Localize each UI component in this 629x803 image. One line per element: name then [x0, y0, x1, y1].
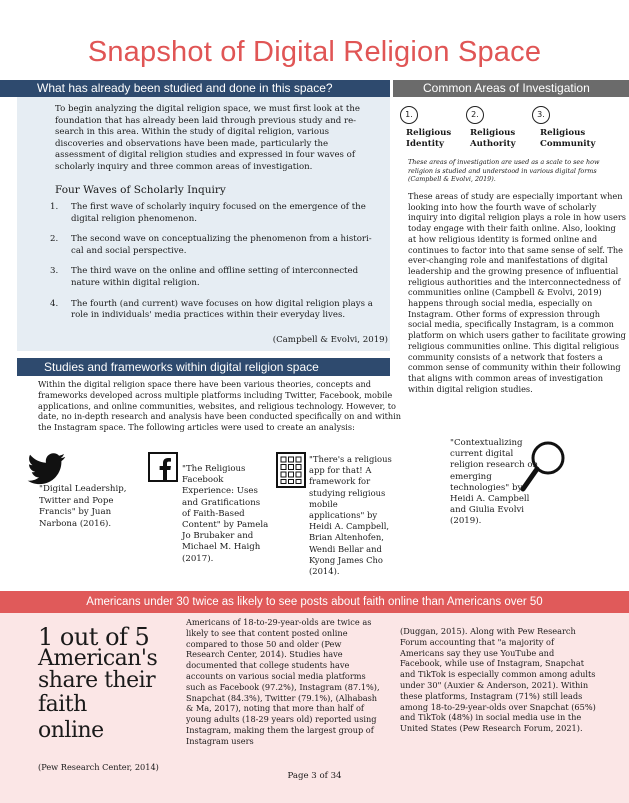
- stat-line: American's: [38, 646, 158, 671]
- facebook-icon: [148, 452, 178, 482]
- stat-line: share their: [38, 668, 156, 693]
- studied-intro: To begin analyzing the digital religion space, we must first look at the foundation that has already been laid through previous study and re-search in this area. Within the study of digital religion, various discoveries and observations have been made, particularly the assessment of digital religion studies and expressed in four waves of scholarly inquiry and three common areas of investigation.: [55, 104, 360, 172]
- wave-item: 4. The fourth (and current) wave focuses on how digital religion plays a role in individuals' media practices within their everyday lives.: [50, 298, 373, 321]
- page-title: Snapshot of Digital Religion Space: [87, 36, 542, 68]
- calendar-grid-icon: [276, 452, 306, 488]
- area-label: Religious Authority: [470, 128, 516, 149]
- stat-callout: [38, 623, 188, 744]
- waves-subheading: Four Waves of Scholarly Inquiry: [55, 184, 226, 196]
- waves-list: [39, 202, 374, 331]
- wave-item: 2. The second wave on conceptualizing the phenomenon from a histori-cal and social perspective.: [50, 234, 372, 256]
- area-item: [466, 106, 516, 150]
- area-label: Religious Identity: [406, 128, 452, 149]
- article-card: [276, 452, 406, 582]
- stat-column-2: (Duggan, 2015). Along with Pew Research Forum accounting that "a majority of Americans say they use YouTube and Facebook, while use of Instagram, Snapchat and TikTok is especially common among adults under 30" (Auxier & Anderson, 2021). Within these platforms, Instagram (71%) still leads among 18-to-29-year-olds over Snapchat (65%) and TikTok (48%) in social media use in the United States (Pew Research Forum, 2021).: [400, 626, 596, 734]
- stat-line: online: [38, 718, 104, 743]
- wave-item: 3. The third wave on the online and offline setting of interconnected nature within digital religion.: [50, 266, 359, 288]
- article-card: [148, 452, 273, 562]
- areas-row: [400, 106, 625, 154]
- studied-panel: [17, 97, 390, 351]
- studied-section-header: What has already been studied and done in this space?: [0, 80, 390, 97]
- page-number: Page 3 of 34: [287, 771, 342, 781]
- areas-caption: These areas of investigation are used as a scale to see how religion is studied and understood in various digital forms (Campbell & Evolvi, 2019).: [408, 158, 600, 184]
- areas-body: These areas of study are especially important when looking into how the fourth wave of scholarly inquiry into digital religion plays a role in how users today engage with their faith online. Also, looking at how religious identity is formed online and continues to factor into that same sense of self. The ever-changing role and manifestations of digital leadership and the growing presence of influential religious authorities and the interconnectedness of communities online (Campbell & Evolvi, 2019) happens through social media, especially on Instagram. Other forms of expression through social media, specifically Instagram, is a common platform on which users gather to facilitate growing religious communities online. This digital religious community consists of a network that fosters a common sense of community within their following that aligns with common areas of investigation within digital religion studies.: [408, 191, 626, 394]
- article-card: [440, 438, 580, 558]
- stat-source: (Pew Research Center, 2014): [38, 762, 159, 772]
- stat-line: 1 out of 5: [38, 623, 150, 651]
- statistic-section-header: Americans under 30 twice as likely to see posts about faith online than Americans over 50: [0, 591, 629, 613]
- frameworks-intro: Within the digital religion space there have been various theories, concepts and frameworks developed across multiple platforms including Twitter, Facebook, mobile applications, and online communities, websites, and religious technology. However, to date, no in-depth research and analysis have been conducted specifically on and within the Instagram space. The following articles were used to create an analysis:: [38, 379, 402, 433]
- area-item: [400, 106, 451, 150]
- area-label: Religious Community: [540, 128, 596, 149]
- area-item: [532, 106, 595, 150]
- areas-section-header: Common Areas of Investigation: [393, 80, 629, 97]
- article-citation: "The Religious Facebook Experience: Uses and Gratifications of Faith-Based Content" by Pamela Jo Brubaker and Michael M. Haigh (2017).: [182, 464, 269, 564]
- stat-column-1: Americans of 18-to-29-year-olds are twice as likely to see that content posted online compared to those 50 and older (Pew Research Center, 2014). Studies have documented that college students have accounts on various social media platforms such as Facebook (97.2%), Instagram (87.1%), Snapchat (84.3%), Twitter (79.1%), (Alhabash & Ma, 2017), noting that more than half of young adults (18-29 years old) reported using Instagram, making them the largest group of Instagram users: [186, 617, 380, 746]
- stat-line: faith: [38, 692, 87, 717]
- article-citation: "Digital Leadership, Twitter and Pope Francis" by Juan Narbona (2016).: [39, 484, 127, 529]
- area-number: 3.: [532, 106, 550, 124]
- article-card: [35, 458, 143, 558]
- twitter-bird-icon: [27, 452, 67, 486]
- wave-item: 1. The first wave of scholarly inquiry focused on the emergence of the digital religion phenomenon.: [50, 202, 366, 224]
- area-number: 2.: [466, 106, 484, 124]
- article-citation: "There's a religious app for that! A framework for studying religious mobile applications" by Heidi A. Campbell, Brian Altenhofen, Wendi Bellar and Kyong James Cho (2014).: [309, 454, 392, 577]
- area-number: 1.: [400, 106, 418, 124]
- frameworks-section-header: Studies and frameworks within digital religion space: [17, 358, 390, 376]
- waves-citation: (Campbell & Evolvi, 2019): [272, 335, 388, 345]
- article-citation: "Contextualizing current digital religion research on emerging technologies" by Heidi A. Campbell and Giulia Evolvi (2019).: [450, 438, 539, 527]
